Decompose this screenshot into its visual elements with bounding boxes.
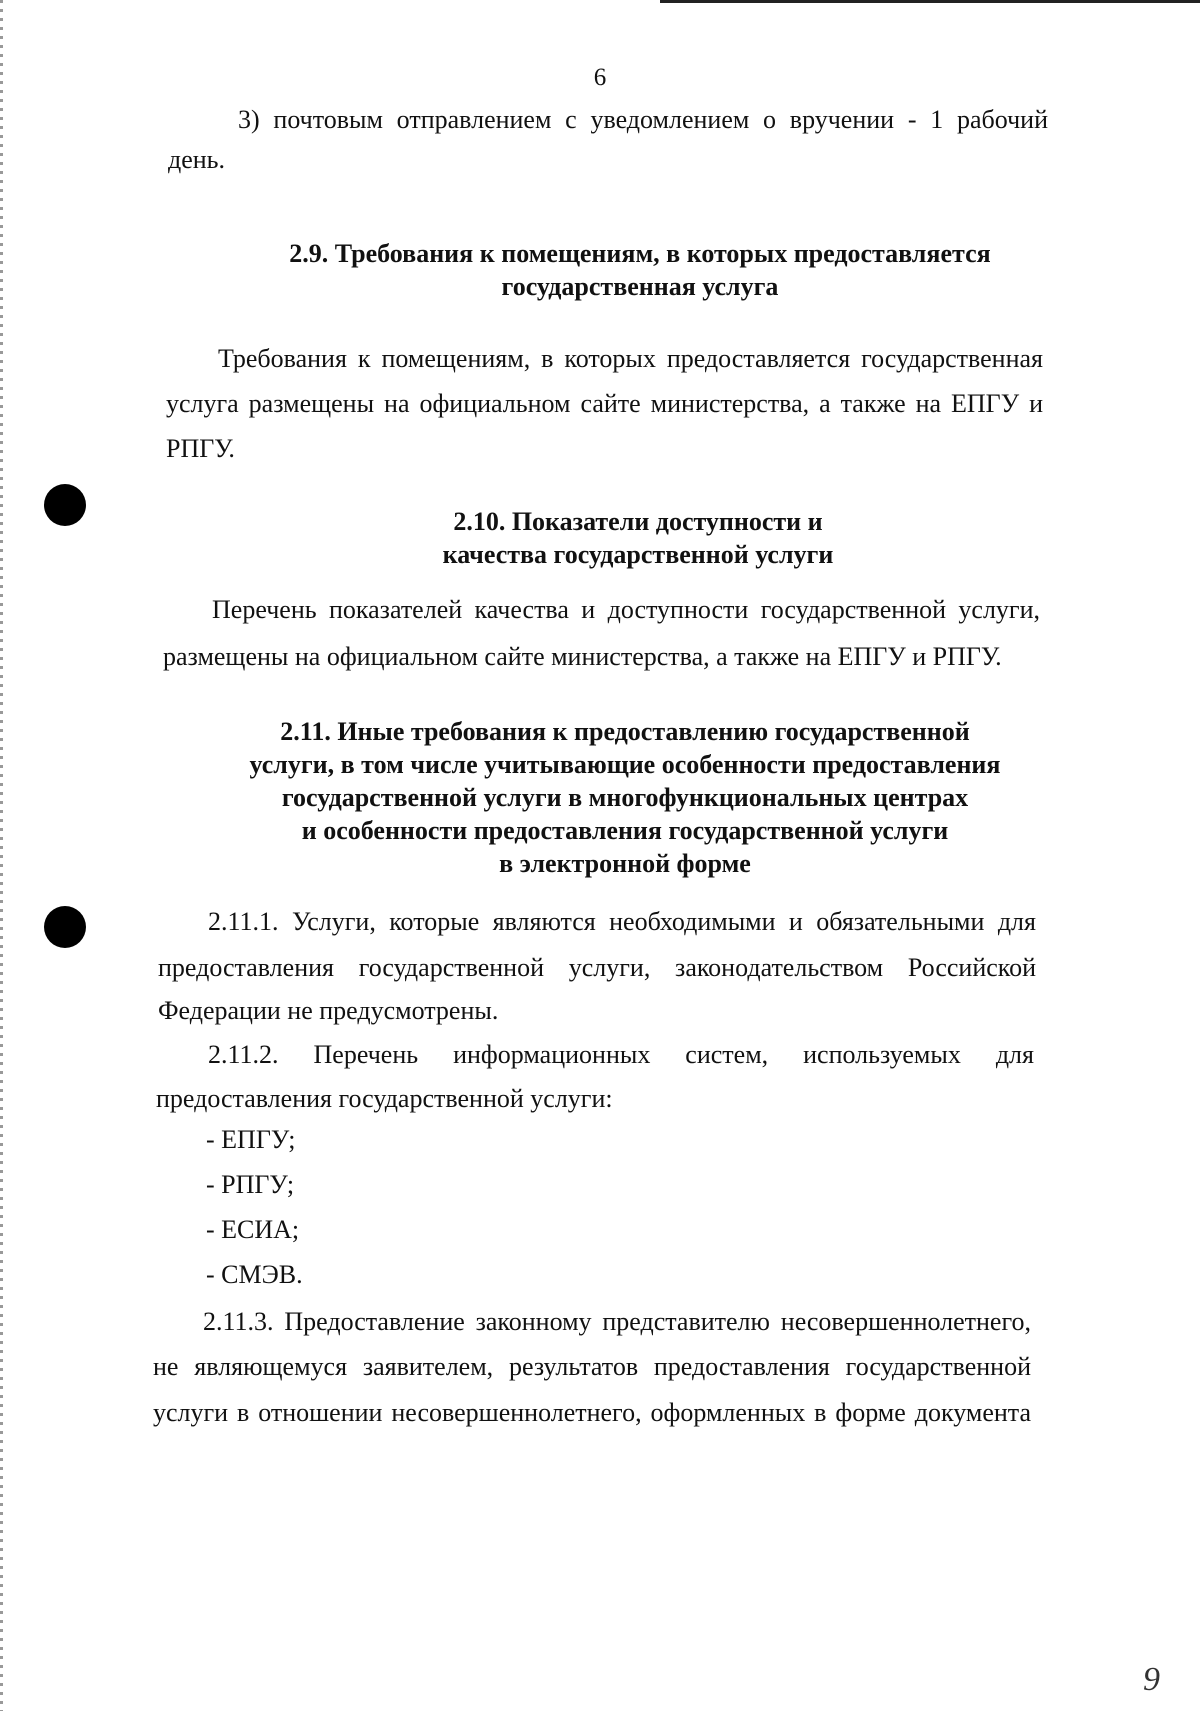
heading-line: услуги, в том числе учитывающие особенности предоставления bbox=[249, 750, 1001, 779]
section-heading-2-11 bbox=[165, 715, 1085, 880]
paragraph-line: день. bbox=[168, 145, 226, 174]
punch-hole bbox=[44, 484, 86, 526]
section-heading-2-10 bbox=[178, 505, 1098, 571]
paragraph-line: услуги в отношении несовершеннолетнего, оформленных в форме документа bbox=[153, 1398, 1031, 1427]
heading-line: 2.10. Показатели доступности и bbox=[453, 507, 823, 536]
heading-line: 2.11. Иные требования к предоставлению государственной bbox=[280, 717, 970, 746]
list-item: - ЕПГУ; bbox=[206, 1125, 296, 1154]
heading-line: 2.9. Требования к помещениям, в которых предоставляется bbox=[289, 239, 991, 268]
punch-hole bbox=[44, 906, 86, 948]
list-item: - СМЭВ. bbox=[206, 1260, 303, 1289]
paragraph-line: предоставления государственной услуги, законодательством Российской bbox=[158, 953, 1036, 982]
paragraph-line: услуга размещены на официальном сайте министерства, а также на ЕПГУ и bbox=[166, 389, 1043, 418]
paragraph-line: 3) почтовым отправлением с уведомлением о вручении - 1 рабочий bbox=[238, 105, 1048, 134]
paragraph-line: 2.11.1. Услуги, которые являются необходимыми и обязательными для bbox=[208, 907, 1036, 936]
heading-line: качества государственной услуги bbox=[442, 540, 834, 569]
scan-top-line bbox=[660, 0, 1200, 3]
list-item: - РПГУ; bbox=[206, 1170, 295, 1199]
paragraph-line: Требования к помещениям, в которых предоставляется государственная bbox=[218, 344, 1043, 373]
paragraph-line: 2.11.3. Предоставление законному представителю несовершеннолетнего, bbox=[203, 1307, 1031, 1336]
page-number: 6 bbox=[593, 64, 607, 91]
sheet-mark: 9 bbox=[1143, 1661, 1160, 1698]
paragraph-line: Федерации не предусмотрены. bbox=[158, 996, 499, 1025]
heading-line: государственная услуга bbox=[501, 272, 779, 301]
paragraph-line: РПГУ. bbox=[166, 434, 235, 463]
paragraph-line: Перечень показателей качества и доступности государственной услуги, bbox=[212, 595, 1040, 624]
paragraph-line: предоставления государственной услуги: bbox=[156, 1084, 613, 1113]
paragraph-line: 2.11.2. Перечень информационных систем, используемых для bbox=[208, 1040, 1034, 1069]
heading-line: в электронной форме bbox=[499, 849, 751, 878]
list-item: - ЕСИА; bbox=[206, 1215, 300, 1244]
scan-left-edge bbox=[0, 0, 3, 1711]
section-heading-2-9 bbox=[180, 237, 1100, 303]
heading-line: и особенности предоставления государственной услуги bbox=[301, 816, 949, 845]
heading-line: государственной услуги в многофункциональных центрах bbox=[281, 783, 969, 812]
paragraph-line: не являющемуся заявителем, результатов предоставления государственной bbox=[153, 1352, 1031, 1381]
paragraph-line: размещены на официальном сайте министерства, а также на ЕПГУ и РПГУ. bbox=[163, 642, 1002, 671]
